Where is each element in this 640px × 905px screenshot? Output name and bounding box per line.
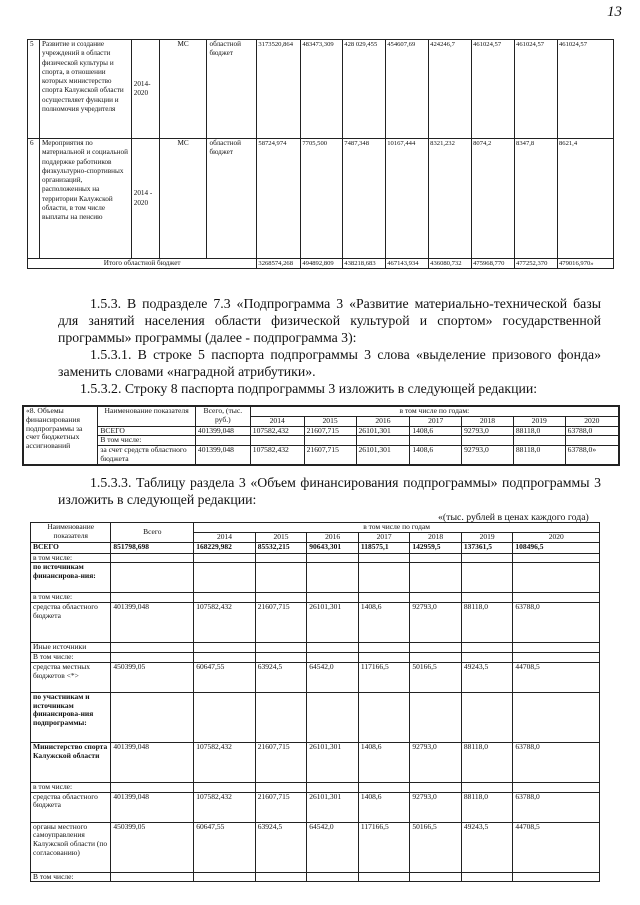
cell: 21607,715 xyxy=(255,742,307,782)
year-header: 2018 xyxy=(410,532,462,542)
value-2015: 7487,348 xyxy=(343,139,386,259)
year-header: 2016 xyxy=(356,416,410,426)
measure-name: Развитие и создание учреждений в области физической культуры и спорта, в отношении которых министерство спорта Калужской области осуществляет функции и полномочия учредителя xyxy=(39,40,131,139)
cell xyxy=(461,652,513,662)
executor: МС xyxy=(159,40,207,139)
row-total: 401399,048 xyxy=(195,426,250,436)
value-2020: 8621,4 xyxy=(557,139,613,259)
table-row xyxy=(31,603,600,643)
value-2014: 483473,309 xyxy=(301,40,343,139)
cell xyxy=(194,782,255,792)
cell xyxy=(194,692,255,742)
cell xyxy=(358,872,409,882)
row-label: Иные источники xyxy=(31,643,111,653)
paragraph-1-5-3-2: 1.5.3.2. Строку 8 паспорта подпрограммы 3 изложить в следующей редакции: xyxy=(80,381,538,396)
cell: 26101,301 xyxy=(307,603,359,643)
table-row xyxy=(28,139,614,259)
cell xyxy=(410,652,462,662)
table-row xyxy=(31,643,600,653)
cell: 118575,1 xyxy=(358,542,409,553)
cell: 60647,55 xyxy=(194,822,255,872)
table-row xyxy=(23,406,619,416)
table-row xyxy=(31,652,600,662)
cell: 64542,0 xyxy=(307,662,359,692)
column-header: Наименование показателя xyxy=(98,406,196,426)
cell: 21607,715 xyxy=(255,792,307,822)
row-label: средства областного бюджета xyxy=(31,603,111,643)
row-label: средства областного бюджета xyxy=(31,792,111,822)
cell: 50166,5 xyxy=(410,662,462,692)
year-header: 2019 xyxy=(461,532,513,542)
row-total: 401399,048 xyxy=(111,603,194,643)
year-header: 2014 xyxy=(250,416,304,426)
cell: 92793,0 xyxy=(410,603,462,643)
cell: 107582,432 xyxy=(194,792,255,822)
table-row xyxy=(31,523,600,533)
table-row xyxy=(31,563,600,593)
cell xyxy=(461,872,513,882)
column-header: в том числе по годам xyxy=(194,523,600,533)
passport-row-8-table xyxy=(22,405,620,466)
cell: 21607,715 xyxy=(255,603,307,643)
cell xyxy=(513,692,600,742)
year-header: 2017 xyxy=(358,532,409,542)
row-label: по источникам финансирова-ния: xyxy=(31,563,111,593)
paragraph-1-5-3: 1.5.3. В подразделе 7.3 «Подпрограмма 3 «Развитие материально-технической базы для занятий населения области физической культурой и спортом» государственной программы» программы (далее - подпрограмма 3): xyxy=(58,296,601,345)
cell xyxy=(194,643,255,653)
cell: 49243,5 xyxy=(461,822,513,872)
row-label: по участникам и источникам финансирова-ния подпрограммы: xyxy=(31,692,111,742)
row-total: 450399,05 xyxy=(111,822,194,872)
cell xyxy=(513,782,600,792)
cell xyxy=(513,563,600,593)
cell: 92793,0 xyxy=(410,792,462,822)
column-header: Всего xyxy=(111,523,194,543)
cell xyxy=(307,692,359,742)
cell: 63924,5 xyxy=(255,822,307,872)
cell xyxy=(255,652,307,662)
value-2015: 428 029,455 xyxy=(343,40,386,139)
row-label: В том числе: xyxy=(31,652,111,662)
table-row xyxy=(31,662,600,692)
column-header: Всего, (тыс. руб.) xyxy=(195,406,250,426)
cell: 85532,215 xyxy=(255,542,307,553)
units-note: «(тыс. рублей в ценах каждого года) xyxy=(438,512,589,523)
cell: 63788,0» xyxy=(565,446,619,465)
cell: 63788,0 xyxy=(513,742,600,782)
total-row xyxy=(28,259,614,269)
year-header: 2015 xyxy=(304,416,356,426)
cell: 26101,301 xyxy=(307,742,359,782)
row-total: 450399,05 xyxy=(111,662,194,692)
cell xyxy=(307,563,359,593)
total-2016: 467143,934 xyxy=(386,259,429,269)
cell xyxy=(194,652,255,662)
total-label: Итого областной бюджет xyxy=(28,259,257,269)
table-row xyxy=(23,446,619,465)
cell: 64542,0 xyxy=(307,822,359,872)
cell: 88118,0 xyxy=(513,426,565,436)
total-2014: 494892,809 xyxy=(301,259,343,269)
program-measures-table xyxy=(27,39,614,269)
cell: 107582,432 xyxy=(194,603,255,643)
table-row xyxy=(31,692,600,742)
cell: 49243,5 xyxy=(461,662,513,692)
cell xyxy=(307,652,359,662)
cell: 90643,301 xyxy=(307,542,359,553)
cell: 21607,715 xyxy=(304,446,356,465)
year-header: 2015 xyxy=(255,532,307,542)
year-header: 2016 xyxy=(307,532,359,542)
value-2016: 10167,444 xyxy=(386,139,429,259)
cell: 108496,5 xyxy=(513,542,600,553)
row-total xyxy=(111,643,194,653)
row-total: 401399,048 xyxy=(195,446,250,465)
row-total: 401399,048 xyxy=(111,742,194,782)
cell: 44708,5 xyxy=(513,822,600,872)
row-total: 401399,048 xyxy=(111,792,194,822)
cell xyxy=(358,643,409,653)
cell: 88118,0 xyxy=(461,603,513,643)
value-2014: 7705,500 xyxy=(301,139,343,259)
cell: 44708,5 xyxy=(513,662,600,692)
cell: 1408,6 xyxy=(410,446,462,465)
row-label: за счет средств областного бюджета xyxy=(98,446,196,465)
row-label: ВСЕГО xyxy=(31,542,111,553)
cell: 60647,55 xyxy=(194,662,255,692)
cell xyxy=(410,563,462,593)
value-total: 3173520,864 xyxy=(257,40,301,139)
cell: 26101,301 xyxy=(307,792,359,822)
row-total: 851798,698 xyxy=(111,542,194,553)
executor: МС xyxy=(159,139,207,259)
table-row xyxy=(31,553,600,563)
cell xyxy=(358,652,409,662)
cell xyxy=(410,553,462,563)
column-header: Наименование показателя xyxy=(31,523,111,543)
cell xyxy=(358,692,409,742)
cell xyxy=(255,643,307,653)
cell xyxy=(194,563,255,593)
total-2020: 479016,970» xyxy=(557,259,613,269)
cell xyxy=(410,782,462,792)
value-2017: 8321,232 xyxy=(429,139,472,259)
cell xyxy=(461,553,513,563)
cell: 117166,5 xyxy=(358,822,409,872)
period: 2014 - 2020 xyxy=(131,139,159,259)
cell xyxy=(255,692,307,742)
cell xyxy=(461,782,513,792)
measure-name: Мероприятия по материальной и социальной поддержке работников физкультурно-спортивных организаций, расположенных на территории Калужской области, в том числе выплаты на пенсию xyxy=(39,139,131,259)
cell xyxy=(513,652,600,662)
cell xyxy=(307,553,359,563)
cell xyxy=(194,872,255,882)
cell: 26101,301 xyxy=(356,426,410,436)
value-2019: 461024,57 xyxy=(515,40,558,139)
cell: 142959,5 xyxy=(410,542,462,553)
cell xyxy=(461,563,513,593)
paragraph-1-5-3-1: 1.5.3.1. В строке 5 паспорта подпрограммы 3 слова «выделение призового фонда» заменить словами «наградной атрибутики». xyxy=(58,347,601,379)
table-row xyxy=(31,792,600,822)
column-header: в том числе по годам: xyxy=(250,406,619,416)
cell: 1408,6 xyxy=(410,426,462,436)
cell: 107582,432 xyxy=(250,426,304,436)
cell: 1408,6 xyxy=(358,742,409,782)
row-number: 6 xyxy=(28,139,40,259)
table-row xyxy=(28,40,614,139)
cell xyxy=(410,692,462,742)
row-label: Министерство спорта Калужской области xyxy=(31,742,111,782)
cell xyxy=(255,563,307,593)
row-total xyxy=(111,692,194,742)
funding-source: областной бюджет xyxy=(207,40,257,139)
cell: 50166,5 xyxy=(410,822,462,872)
row-label: средства местных бюджетов <*> xyxy=(31,662,111,692)
total-2017: 436080,732 xyxy=(429,259,472,269)
table-row xyxy=(31,822,600,872)
period: 2014-2020 xyxy=(131,40,159,139)
year-header: 2017 xyxy=(410,416,462,426)
row-total xyxy=(111,872,194,882)
row-label: ВСЕГО xyxy=(98,426,196,436)
cell: 92793,0 xyxy=(410,742,462,782)
cell: 88118,0 xyxy=(513,446,565,465)
cell: 137361,5 xyxy=(461,542,513,553)
funding-source: областной бюджет xyxy=(207,139,257,259)
cell: 168229,982 xyxy=(194,542,255,553)
cell: 92793,0 xyxy=(462,446,514,465)
cell: 88118,0 xyxy=(461,792,513,822)
table-row xyxy=(31,782,600,792)
value-total: 58724,974 xyxy=(257,139,301,259)
cell: 1408,6 xyxy=(358,792,409,822)
passport-row-label: «8. Объемы финансирования подпрограммы за счет бюджетных ассигнований xyxy=(23,406,98,465)
financing-table-body xyxy=(31,542,600,882)
cell xyxy=(513,553,600,563)
cell xyxy=(461,692,513,742)
value-2018: 461024,57 xyxy=(472,40,515,139)
total-2018: 475968,770 xyxy=(472,259,515,269)
cell: 117166,5 xyxy=(358,662,409,692)
value-2017: 424246,7 xyxy=(429,40,472,139)
cell xyxy=(410,643,462,653)
row-total xyxy=(111,652,194,662)
cell: 88118,0 xyxy=(461,742,513,782)
row-label: В том числе: xyxy=(31,872,111,882)
cell xyxy=(255,782,307,792)
total-2019: 477252,370 xyxy=(515,259,558,269)
row-total xyxy=(111,563,194,593)
cell: 63788,0 xyxy=(565,426,619,436)
row-label: в том числе: xyxy=(31,553,111,563)
table-row xyxy=(31,542,600,553)
cell xyxy=(461,643,513,653)
page-number: 13 xyxy=(607,4,622,20)
year-header: 2020 xyxy=(565,416,619,426)
cell xyxy=(307,872,359,882)
value-2018: 8074,2 xyxy=(472,139,515,259)
financing-table xyxy=(30,522,600,882)
year-header: 2020 xyxy=(513,532,600,542)
total-2015: 438218,683 xyxy=(343,259,386,269)
cell xyxy=(307,643,359,653)
cell xyxy=(513,643,600,653)
cell xyxy=(410,872,462,882)
cell: 63788,0 xyxy=(513,792,600,822)
year-header: 2019 xyxy=(513,416,565,426)
cell xyxy=(358,782,409,792)
cell: 63924,5 xyxy=(255,662,307,692)
table-row xyxy=(31,742,600,782)
value-2020: 461024,57 xyxy=(557,40,613,139)
cell xyxy=(255,553,307,563)
table-row xyxy=(31,872,600,882)
year-header: 2014 xyxy=(194,532,255,542)
cell xyxy=(255,872,307,882)
paragraph-1-5-3-3: 1.5.3.3. Таблицу раздела 3 «Объем финансирования подпрограммы» подпрограммы 3 изложить в следующей редакции: xyxy=(58,475,601,507)
cell xyxy=(194,553,255,563)
cell: 21607,715 xyxy=(304,426,356,436)
cell: 107582,432 xyxy=(250,446,304,465)
row-label: в том числе: xyxy=(31,593,111,603)
cell: 107582,432 xyxy=(194,742,255,782)
row-label: В том числе: xyxy=(98,436,196,446)
total-value: 3268574,268 xyxy=(257,259,301,269)
cell: 1408,6 xyxy=(358,603,409,643)
cell: 63788,0 xyxy=(513,603,600,643)
cell xyxy=(307,782,359,792)
cell xyxy=(513,872,600,882)
row-label: органы местного самоуправления Калужской области (по согласованию) xyxy=(31,822,111,872)
row-total xyxy=(111,553,194,563)
year-header: 2018 xyxy=(462,416,514,426)
cell: 92793,0 xyxy=(462,426,514,436)
cell xyxy=(358,563,409,593)
row-label: в том числе: xyxy=(31,782,111,792)
value-2019: 8347,8 xyxy=(515,139,558,259)
cell: 26101,301 xyxy=(356,446,410,465)
row-number: 5 xyxy=(28,40,40,139)
cell xyxy=(358,553,409,563)
row-total xyxy=(111,782,194,792)
value-2016: 454607,69 xyxy=(386,40,429,139)
